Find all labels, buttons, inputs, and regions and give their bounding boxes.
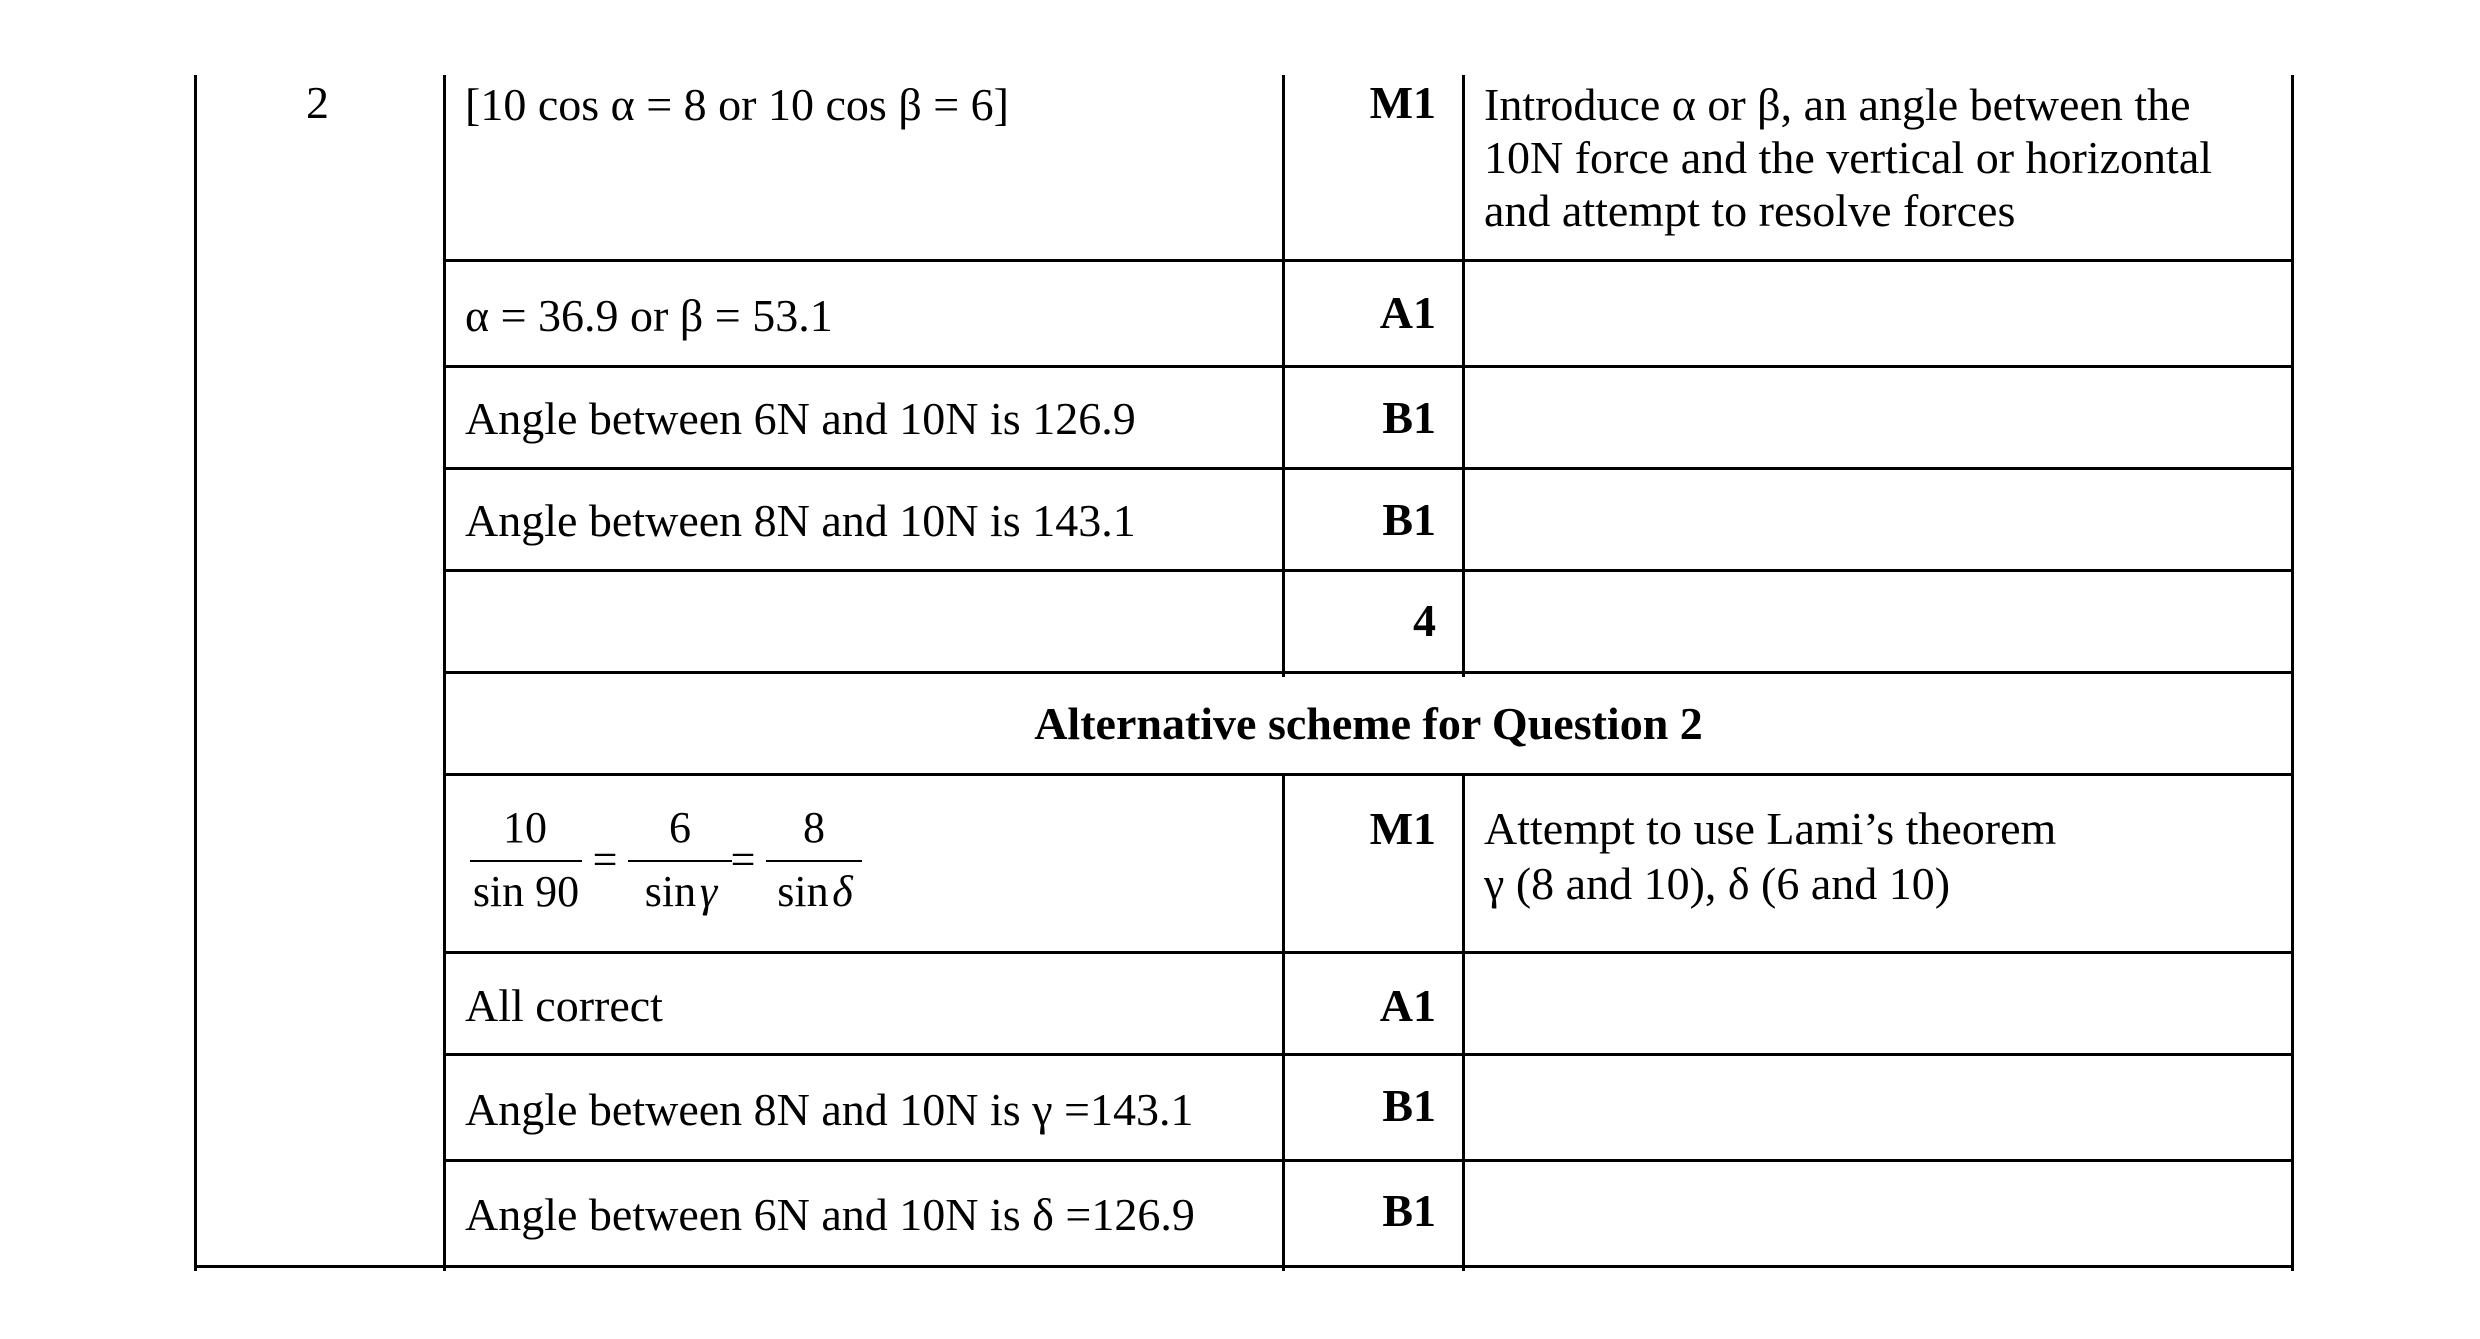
mark-code: B1 (1382, 1185, 1436, 1236)
row-divider (443, 467, 2294, 470)
mark-code: M1 (1369, 77, 1436, 128)
fraction-numerator: 8 (803, 803, 825, 852)
angle-variable: γ (699, 867, 718, 916)
guidance-line: Attempt to use Lami’s theorem (1484, 803, 2057, 854)
column-divider-guidance-alt (1462, 775, 1465, 1271)
guidance-line: and attempt to resolve forces (1484, 185, 2016, 236)
row-divider (443, 951, 2294, 954)
fraction-denominator (760, 866, 870, 918)
working-text: Angle between 8N and 10N is 143.1 (465, 495, 1136, 546)
sine-function: sin (777, 867, 829, 916)
working-text: Angle between 8N and 10N is γ =143.1 (465, 1084, 1194, 1135)
row-divider (443, 259, 2294, 262)
mark-code: B1 (1382, 392, 1436, 443)
mark-code: B1 (1382, 1080, 1436, 1131)
mark-total: 4 (1413, 595, 1436, 646)
column-divider-guidance (1462, 75, 1465, 677)
mark-code: M1 (1369, 803, 1436, 854)
angle-variable: δ (832, 867, 853, 916)
fraction-denominator: sin 90 (472, 867, 580, 916)
sine-function: sin (644, 867, 697, 916)
fraction-bar (766, 860, 862, 862)
row-divider (443, 671, 2294, 674)
working-text: Angle between 6N and 10N is δ =126.9 (465, 1189, 1195, 1240)
row-divider (443, 1053, 2294, 1056)
row-divider (443, 1159, 2294, 1162)
column-divider-marks (1282, 75, 1285, 677)
guidance-line: Introduce α or β, an angle between the (1484, 79, 2191, 130)
working-text: All correct (465, 980, 663, 1031)
question-number: 2 (306, 77, 329, 128)
row-divider (443, 773, 2294, 776)
guidance-line: γ (8 and 10), δ (6 and 10) (1484, 858, 1951, 909)
row-divider (443, 365, 2294, 368)
row-divider (443, 569, 2294, 572)
table-left-border (194, 75, 197, 1271)
working-text: [10 cos α = 8 or 10 cos β = 6] (465, 79, 1009, 130)
mark-code: B1 (1382, 494, 1436, 545)
equals-sign: = (730, 835, 756, 884)
equals-sign: = (592, 835, 618, 884)
mark-code: A1 (1379, 287, 1436, 338)
working-text: α = 36.9 or β = 53.1 (465, 290, 833, 341)
fraction-denominator (626, 866, 736, 918)
table-bottom-border (194, 1265, 2294, 1268)
fraction-numerator: 6 (669, 803, 691, 852)
fraction-bar (628, 860, 732, 862)
fraction-numerator: 10 (503, 803, 547, 852)
working-text: Angle between 6N and 10N is 126.9 (465, 393, 1136, 444)
alternative-scheme-heading: Alternative scheme for Question 2 (1034, 698, 1703, 749)
column-divider-marks-alt (1282, 775, 1285, 1271)
fraction-bar (470, 860, 582, 862)
mark-code: A1 (1379, 980, 1436, 1031)
guidance-line: 10N force and the vertical or horizontal (1484, 132, 2213, 183)
